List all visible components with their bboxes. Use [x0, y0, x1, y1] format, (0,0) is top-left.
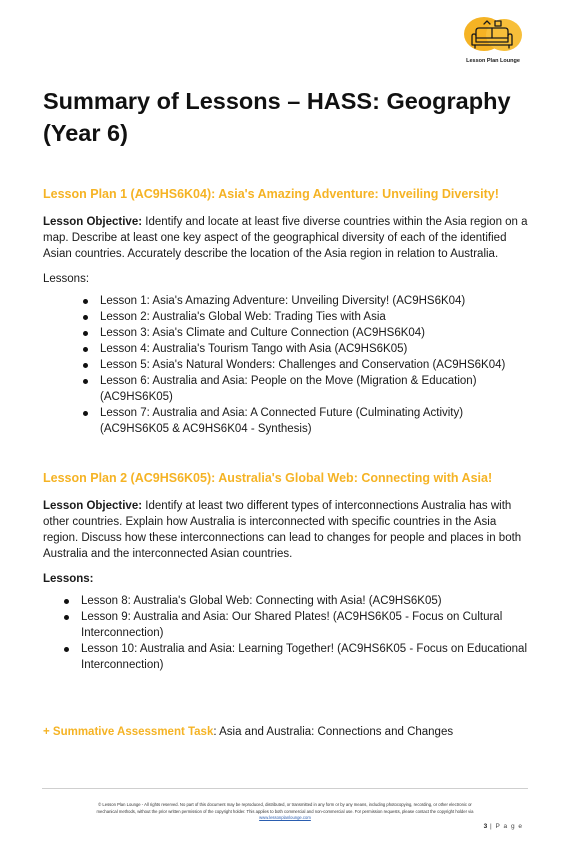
logo-text: Lesson Plan Lounge	[466, 58, 520, 64]
list-item: Lesson 6: Australia and Asia: People on the Move (Migration & Education) (AC9HS6K05)	[100, 373, 528, 405]
copyright-line-1: © Lesson Plan Lounge - All rights reserved. No part of this document may be reproduced, distributed, or transmitted in any form or by any means, including photocopying, recording, or other electronic or	[98, 802, 472, 807]
objective-label: Lesson Objective:	[43, 500, 143, 512]
list-item: Lesson 2: Australia's Global Web: Trading Ties with Asia	[100, 309, 528, 325]
lesson-plan-heading: Lesson Plan 2 (AC9HS6K05): Australia's Global Web: Connecting with Asia!	[43, 471, 493, 485]
summative-label: + Summative Assessment Task	[43, 726, 214, 738]
objective-text: Identify and locate at least five diverse countries within the Asia region on a map. Describe at least one key aspect of the geographical diversity of each of the identified Asian countries. Accurately describe the location of the Asia region in relation to Australia.	[43, 216, 528, 260]
brand-logo	[460, 14, 526, 70]
lesson-plan-1	[43, 186, 528, 437]
list-item: Lesson 4: Australia's Tourism Tango with Asia (AC9HS6K05)	[100, 341, 528, 357]
main-content	[43, 186, 528, 673]
list-item: Lesson 1: Asia's Amazing Adventure: Unveiling Diversity! (AC9HS6K04)	[100, 293, 528, 309]
list-item: Lesson 10: Australia and Asia: Learning Together! (AC9HS6K05 - Focus on Educational Interconnection)	[81, 643, 528, 671]
list-item: Lesson 7: Australia and Asia: A Connected Future (Culminating Activity) (AC9HS6K05 & AC9HS6K04 - Synthesis)	[100, 405, 528, 437]
page-number	[484, 823, 523, 830]
lesson-objective	[43, 498, 528, 562]
lesson-plan-heading: Lesson Plan 1 (AC9HS6K04): Asia's Amazing Adventure: Unveiling Diversity!	[43, 187, 499, 201]
list-item: Lesson 3: Asia's Climate and Culture Connection (AC9HS6K04)	[100, 325, 528, 341]
lessons-label: Lessons:	[43, 573, 94, 585]
lesson-list	[43, 293, 528, 437]
list-item: Lesson 9: Australia and Asia: Our Shared Plates! (AC9HS6K05 - Focus on Cultural Interconnection)	[81, 609, 528, 641]
list-item: Lesson 8: Australia's Global Web: Connecting with Asia! (AC9HS6K05)	[81, 593, 528, 609]
summative-text: : Asia and Australia: Connections and Changes	[213, 726, 454, 738]
website-link[interactable]: www.lessonplanlounge.com	[259, 815, 311, 820]
list-item: Lesson 5: Asia's Natural Wonders: Challenges and Conservation (AC9HS6K04)	[100, 357, 528, 373]
page-number-value: 3	[483, 823, 488, 830]
page-label: | P a g e	[490, 823, 523, 830]
lesson-objective	[43, 214, 528, 262]
footer-divider	[42, 788, 528, 789]
lessons-label: Lessons:	[43, 273, 90, 285]
lesson-plan-2	[43, 470, 528, 673]
summative-assessment	[43, 724, 453, 740]
copyright-line-2: mechanical methods, without the prior written permission of the copyright holder. This applies to both commercial and non-commercial use. For permission requests, please contact the copyright holder via	[96, 808, 474, 814]
page-title: Summary of Lessons – HASS: Geography (Year 6)	[43, 88, 511, 146]
lesson-list	[43, 593, 528, 673]
objective-text: Identify at least two different types of interconnections Australia has with other countries. Explain how Australia is interconnected with specific countries in the Asia region. Discuss how these interconnections can lead to changes for people and places in both Australia and the interconnected Asian countries.	[43, 500, 522, 560]
objective-label: Lesson Objective:	[43, 216, 143, 228]
sofa-logo-icon	[460, 14, 526, 58]
footer-copyright	[42, 802, 528, 822]
